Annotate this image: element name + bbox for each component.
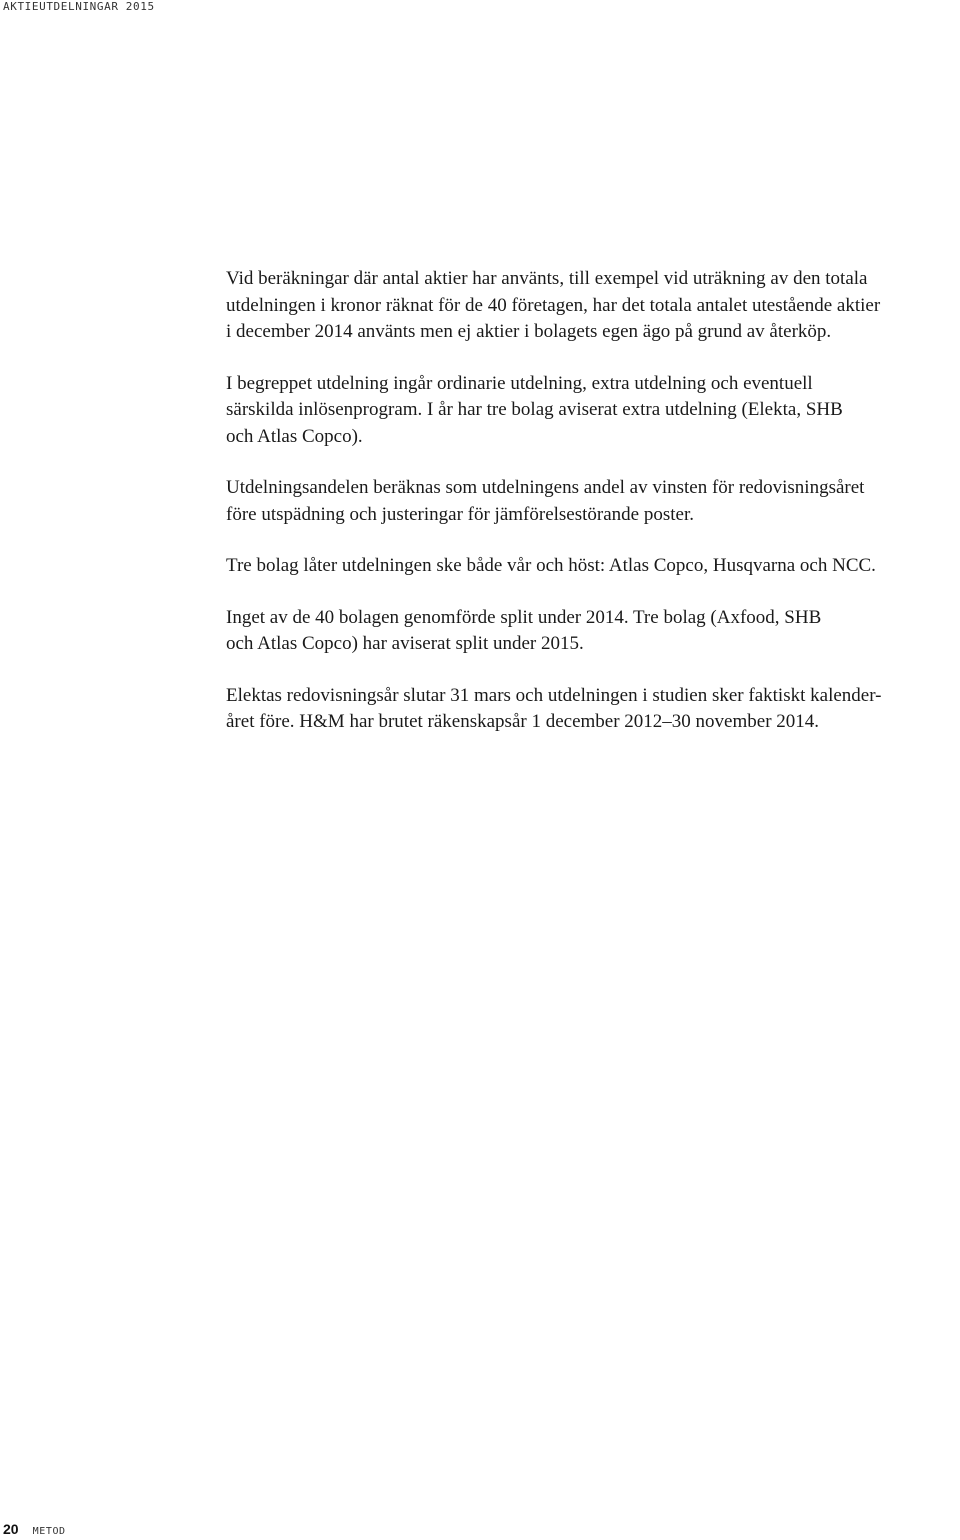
page-footer [3,1521,66,1540]
paragraph-semiannual-dividend: Tre bolag låter utdelningen ske både vår och höst: Atlas Copco, Husqvarna och NCC. [226,555,876,576]
paragraph-payout-ratio: Utdelningsandelen beräknas som utdelningens andel av vinsten för redovisningsåret före utspädning och justeringar för jämförelsestörande poster. [226,477,865,525]
section-name: METOD [32,1526,66,1537]
paragraph-fiscal-year: Elektas redovisningsår slutar 31 mars och utdelningen i studien sker faktiskt kalender- året före. H&M har brutet räkenskapsår 1 december 2012–30 november 2014. [226,684,882,732]
page-number: 20 [3,1521,19,1537]
paragraph-split: Inget av de 40 bolagen genomförde split under 2014. Tre bolag (Axfood, SHB och Atlas Copco) har aviserat split under 2015. [226,606,822,654]
paragraph-dividend-definition: I begreppet utdelning ingår ordinarie utdelning, extra utdelning och eventuell särskilda inlösenprogram. I år har tre bolag aviserat extra utdelning (Elekta, SHB och Atlas Copco). [226,372,843,447]
paragraph-share-count: Vid beräkningar där antal aktier har använts, till exempel vid uträkning av den totala utdelningen i kronor räknat för de 40 företagen, har det totala antalet utestående aktier i december 2014 använts men ej aktier i bolagets egen ägo på grund av återköp. [226,268,881,342]
body-text [226,266,952,761]
running-header: AKTIEUTDELNINGAR 2015 [3,0,155,13]
